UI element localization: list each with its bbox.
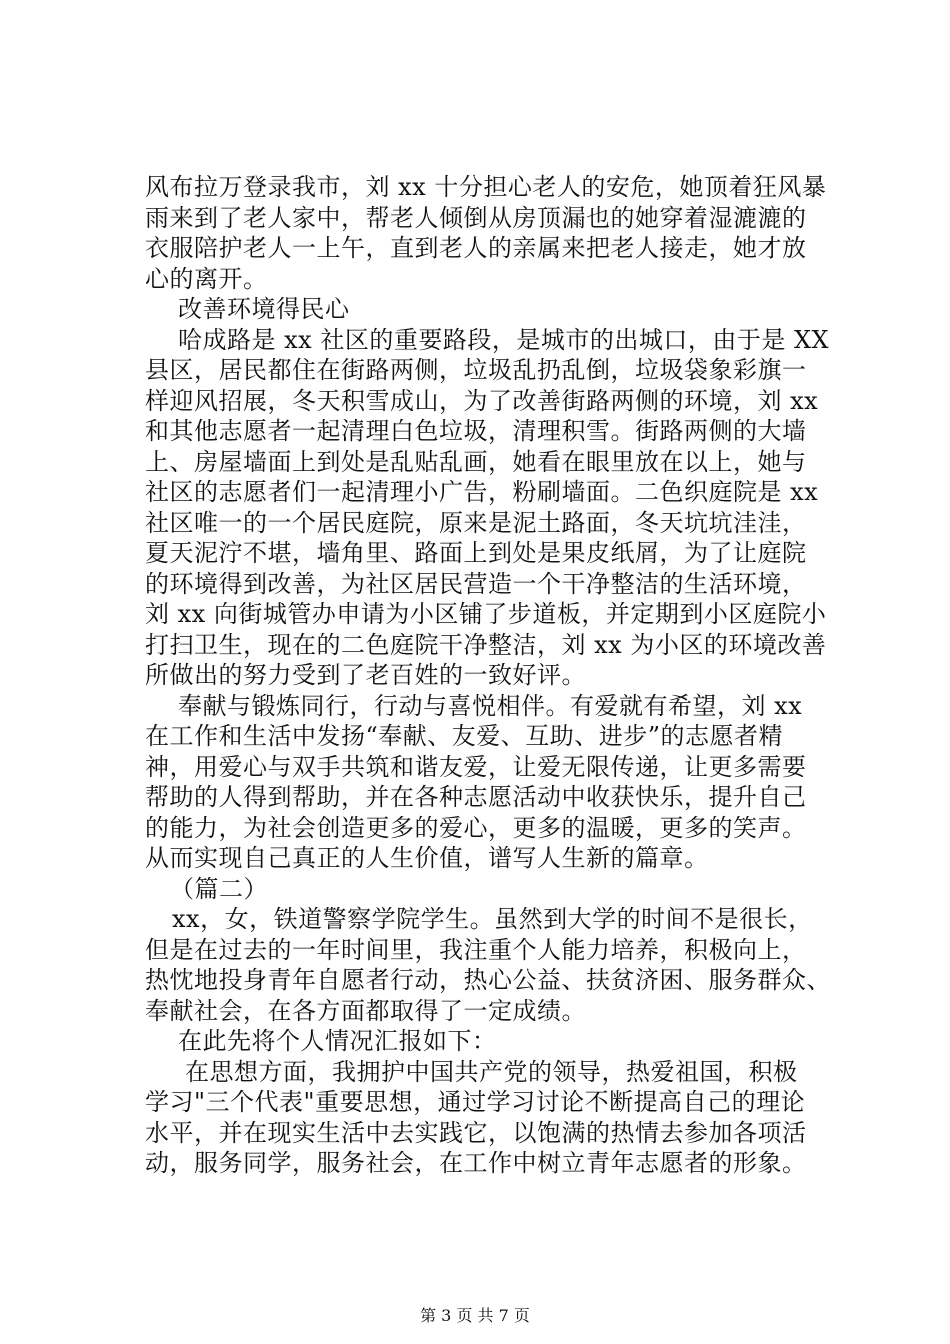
text-line: 的环境得到改善，为社区居民营造一个干净整洁的生活环境， xyxy=(145,570,807,598)
text-line: 所做出的努力受到了老百姓的一致好评。 xyxy=(145,661,586,689)
text-line: 上、房屋墙面上到处是乱贴乱画，她看在眼里放在以上，她与 xyxy=(145,448,807,476)
text-line: 风布拉万登录我市，刘 xx 十分担心老人的安危，她顶着狂风暴 xyxy=(145,173,827,201)
text-line: 但是在过去的一年时间里，我注重个人能力培养，积极向上， xyxy=(145,936,807,964)
text-line: 在工作和生活中发扬“奉献、友爱、互助、进步”的志愿者精 xyxy=(145,722,784,750)
text-line: 的能力，为社会创造更多的爱心，更多的温暖，更多的笑声。 xyxy=(145,814,807,842)
text-line: 哈成路是 xx 社区的重要路段，是城市的出城口，由于是 XX xyxy=(178,326,830,354)
text-line: 热忱地投身青年自愿者行动，热心公益、扶贫济困、服务群众、 xyxy=(145,966,831,994)
text-line: 样迎风招展，冬天积雪成山，为了改善街路两侧的环境，刘 xx xyxy=(145,387,819,415)
text-line: 刘 xx 向街城管办申请为小区铺了步道板，并定期到小区庭院小 xyxy=(145,600,827,628)
text-line: 从而实现自己真正的人生价值，谱写人生新的篇章。 xyxy=(145,844,709,872)
section-heading: （篇二） xyxy=(170,875,268,903)
text-line: 在思想方面，我拥护中国共产党的领导，热爱祖国，积极 xyxy=(185,1058,798,1086)
text-line: 帮助的人得到帮助，并在各种志愿活动中收获快乐，提升自己 xyxy=(145,783,807,811)
text-line: xx，女，铁道警察学院学生。虽然到大学的时间不是很长， xyxy=(172,905,813,933)
text-line: 雨来到了老人家中，帮老人倾倒从房顶漏也的她穿着湿漉漉的 xyxy=(145,204,807,232)
text-line: 神，用爱心与双手共筑和谐友爱，让爱无限传递，让更多需要 xyxy=(145,753,807,781)
text-line: 在此先将个人情况汇报如下： xyxy=(178,1027,497,1055)
text-line: 社区唯一的一个居民庭院，原来是泥土路面，冬天坑坑洼洼， xyxy=(145,509,807,537)
page-footer: 第 3 页 共 7 页 xyxy=(420,1306,530,1325)
text-line: 心的离开。 xyxy=(145,265,268,293)
text-line: 动，服务同学，服务社会，在工作中树立青年志愿者的形象。 xyxy=(145,1149,807,1177)
text-line: 奉献与锻炼同行，行动与喜悦相伴。有爱就有希望，刘 xx xyxy=(178,692,803,720)
text-line: 学习"三个代表"重要思想，通过学习讨论不断提高自己的理论 xyxy=(145,1088,806,1116)
text-line: 和其他志愿者一起清理白色垃圾，清理积雪。街路两侧的大墙 xyxy=(145,417,807,445)
text-line: 夏天泥泞不堪，墙角里、路面上到处是果皮纸屑，为了让庭院 xyxy=(145,539,807,567)
section-heading: 改善环境得民心 xyxy=(178,295,350,323)
text-line: 县区，居民都住在街路两侧，垃圾乱扔乱倒，垃圾袋象彩旗一 xyxy=(145,356,807,384)
text-line: 水平，并在现实生活中去实践它，以饱满的热情去参加各项活 xyxy=(145,1119,807,1147)
text-line: 衣服陪护老人一上午，直到老人的亲属来把老人接走，她才放 xyxy=(145,234,807,262)
text-line: 社区的志愿者们一起清理小广告，粉刷墙面。二色织庭院是 xx xyxy=(145,478,819,506)
text-line: 奉献社会，在各方面都取得了一定成绩。 xyxy=(145,997,586,1025)
text-line: 打扫卫生，现在的二色庭院干净整洁，刘 xx 为小区的环境改善 xyxy=(145,631,827,659)
